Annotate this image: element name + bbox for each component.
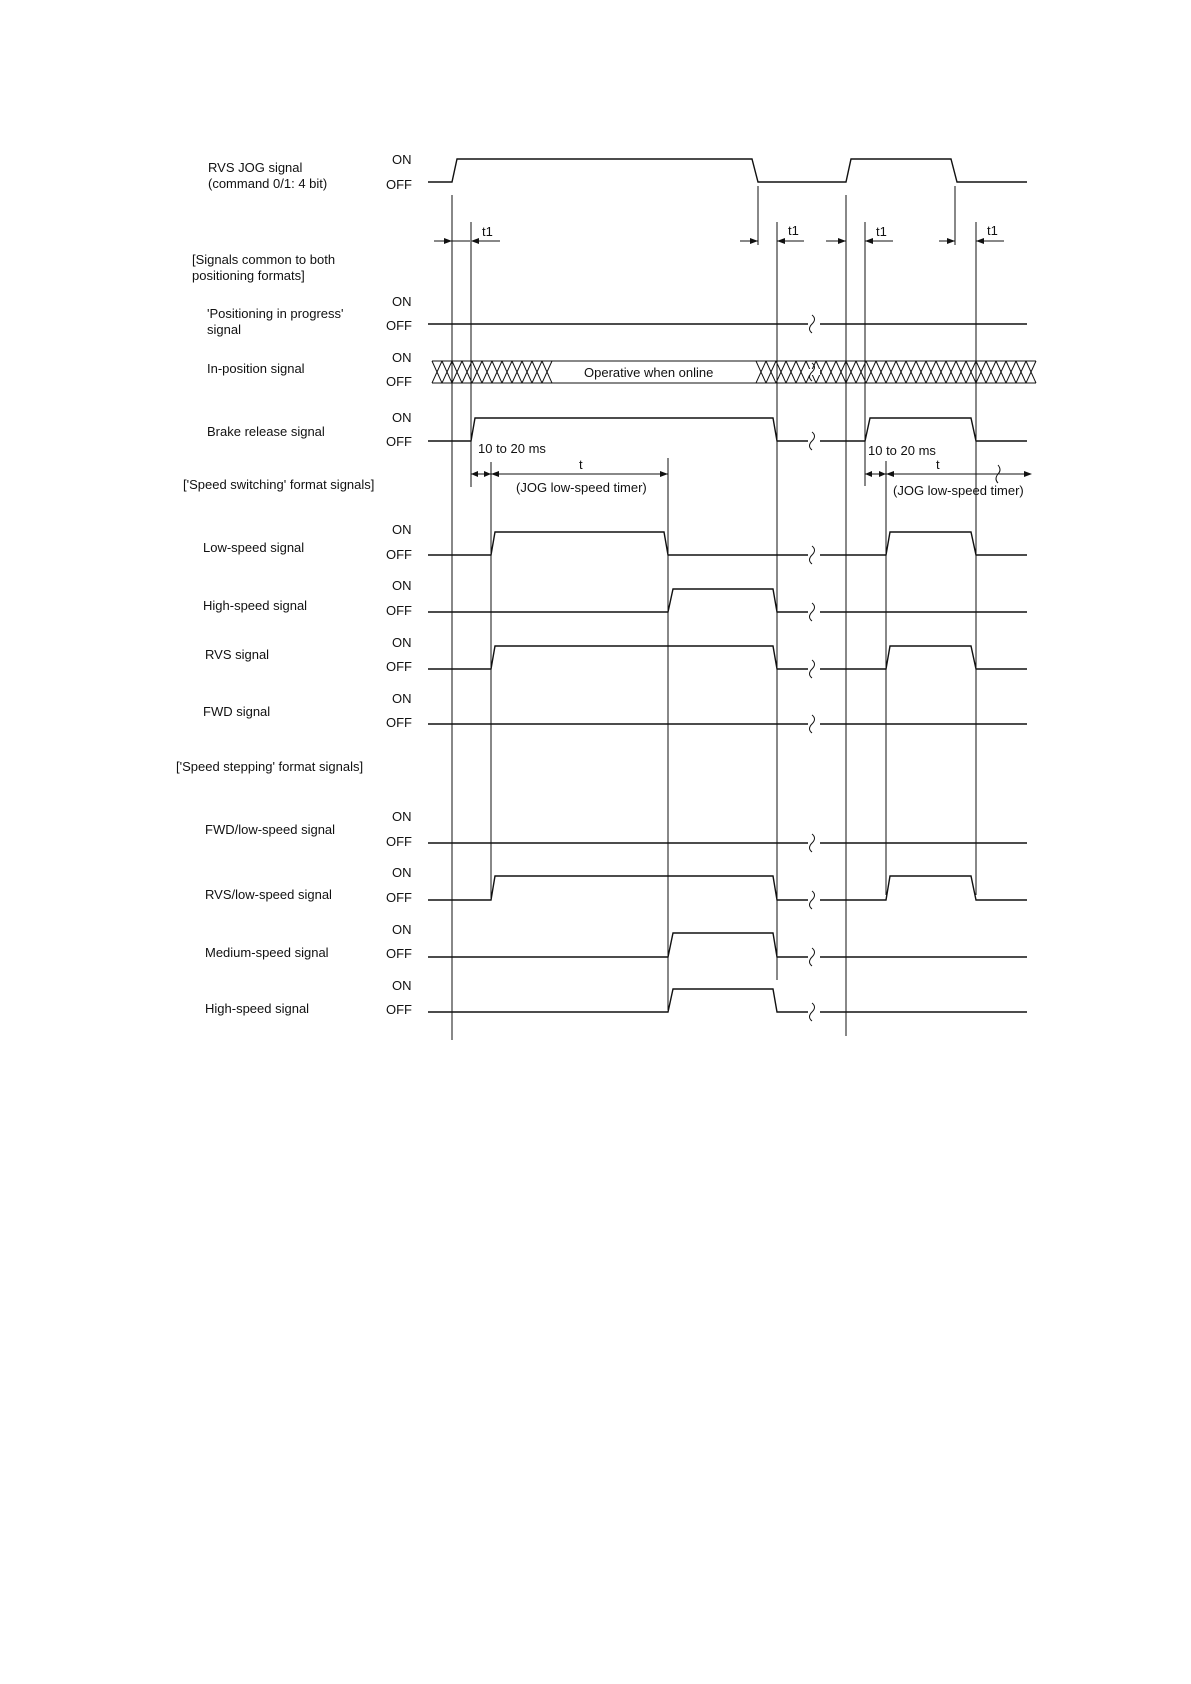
delay-annotations: [471, 441, 1032, 498]
section-common-line1: [Signals common to both: [192, 252, 336, 267]
wave-rvs-jog: [428, 159, 1027, 182]
on-label: ON: [392, 978, 412, 993]
label-high-speed-switch: High-speed signal: [203, 598, 308, 613]
wave-brake-release: [428, 418, 810, 441]
reference-lines: [452, 186, 976, 1040]
on-label: ON: [392, 865, 412, 880]
wave-rvs-2: [819, 646, 1027, 669]
arrowhead: [886, 471, 894, 477]
arrowhead: [865, 238, 873, 244]
wave-high-speed-switch: [428, 589, 810, 612]
label-rvs-jog-line1: RVS JOG signal: [208, 160, 303, 175]
in-position-band: [432, 361, 1036, 383]
label-positioning-line1: 'Positioning in progress': [207, 306, 344, 321]
arrowhead: [471, 471, 478, 477]
delay-label-2: 10 to 20 ms: [868, 443, 936, 458]
hatch-region-right: [756, 361, 1036, 383]
t1-label: t1: [987, 223, 998, 238]
off-label: OFF: [386, 177, 412, 192]
on-label: ON: [392, 578, 412, 593]
label-low-speed: Low-speed signal: [203, 540, 305, 555]
off-label: OFF: [386, 603, 412, 618]
t1-label: t1: [788, 223, 799, 238]
label-fwd: FWD signal: [203, 704, 271, 719]
arrowhead: [660, 471, 668, 477]
operative-label: Operative when online: [584, 365, 714, 380]
section-common-line2: positioning formats]: [192, 268, 305, 283]
arrowhead: [1024, 471, 1032, 477]
label-fwd-low: FWD/low-speed signal: [205, 822, 336, 837]
t-label-2: t: [936, 457, 940, 472]
off-label: OFF: [386, 434, 412, 449]
wave-high-speed-step: [428, 989, 810, 1012]
arrowhead: [484, 471, 491, 477]
label-positioning-line2: signal: [207, 322, 241, 337]
on-label: ON: [392, 922, 412, 937]
t-label-1: t: [579, 457, 583, 472]
off-label: OFF: [386, 1002, 412, 1017]
off-label: OFF: [386, 318, 412, 333]
on-label: ON: [392, 809, 412, 824]
signal-labels: [176, 160, 374, 1016]
arrowhead: [879, 471, 886, 477]
off-label: OFF: [386, 715, 412, 730]
label-medium-speed: Medium-speed signal: [205, 945, 329, 960]
arrowhead: [491, 471, 499, 477]
off-label: OFF: [386, 659, 412, 674]
section-stepping: ['Speed stepping' format signals]: [176, 759, 364, 774]
label-in-position: In-position signal: [207, 361, 305, 376]
t1-label: t1: [482, 224, 493, 239]
off-label: OFF: [386, 374, 412, 389]
jog-timer-label-1: (JOG low-speed timer): [516, 480, 647, 495]
arrowhead: [471, 238, 479, 244]
label-high-speed-step: High-speed signal: [205, 1001, 310, 1016]
label-rvs-low: RVS/low-speed signal: [205, 887, 332, 902]
off-label: OFF: [386, 890, 412, 905]
wave-rvs-low: [428, 876, 810, 900]
wave-low-speed-2: [819, 532, 1027, 555]
on-label: ON: [392, 152, 412, 167]
arrowhead: [444, 238, 452, 244]
wave-rvs: [428, 646, 810, 669]
arrowhead: [865, 471, 872, 477]
wave-brake-release-2: [819, 418, 1027, 441]
on-label: ON: [392, 522, 412, 537]
off-label: OFF: [386, 834, 412, 849]
arrowhead: [838, 238, 846, 244]
off-label: OFF: [386, 547, 412, 562]
waveforms: [428, 159, 1027, 1012]
wave-low-speed: [428, 532, 810, 555]
label-rvs: RVS signal: [205, 647, 270, 662]
on-label: ON: [392, 410, 412, 425]
off-label: OFF: [386, 946, 412, 961]
arrowhead: [947, 238, 955, 244]
section-switching: ['Speed switching' format signals]: [183, 477, 375, 492]
on-label: ON: [392, 635, 412, 650]
hatch-region-left: [432, 361, 552, 383]
label-rvs-jog-line2: (command 0/1: 4 bit): [208, 176, 328, 191]
arrowhead: [750, 238, 758, 244]
arrowhead: [976, 238, 984, 244]
on-label: ON: [392, 294, 412, 309]
wave-medium-speed: [428, 933, 810, 957]
jog-timer-label-2: (JOG low-speed timer): [893, 483, 1024, 498]
on-label: ON: [392, 691, 412, 706]
arrowhead: [777, 238, 785, 244]
t1-annotations: [434, 223, 1004, 244]
label-brake-release: Brake release signal: [207, 424, 325, 439]
level-labels: [386, 152, 412, 1017]
on-label: ON: [392, 350, 412, 365]
delay-label-1: 10 to 20 ms: [478, 441, 546, 456]
t1-label: t1: [876, 224, 887, 239]
break-marks: [808, 315, 820, 1021]
wave-rvs-low-2: [819, 876, 1027, 900]
